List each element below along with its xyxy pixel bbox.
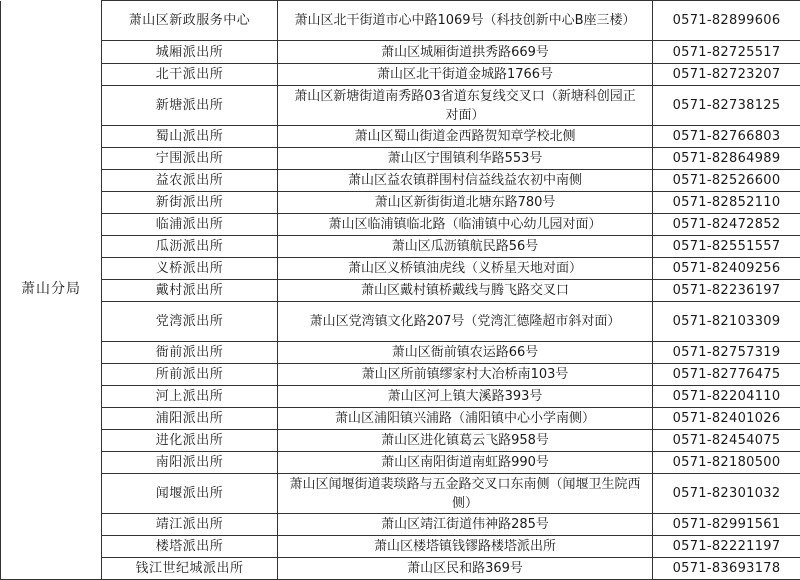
table-row [1,514,800,536]
address-cell: 萧山区新塘街道南秀路03省道东复线交叉口（新塘科创园正对面） [278,86,653,126]
address-cell: 萧山区楼塔镇钱镠路楼塔派出所 [278,536,653,558]
station-name-cell: 临浦派出所 [102,214,278,236]
phone-cell: 0571-82723207 [653,64,800,86]
station-name-cell: 义桥派出所 [102,258,278,280]
phone-cell: 0571-82738125 [653,86,800,126]
table-row [1,126,800,148]
phone-cell: 0571-82204110 [653,386,800,408]
table-row [1,474,800,514]
address-cell: 萧山区河上镇大溪路393号 [278,386,653,408]
phone-cell: 0571-82725517 [653,41,800,64]
address-cell: 萧山区北干街道金城路1766号 [278,64,653,86]
table-row [1,86,800,126]
table-row [1,148,800,170]
phone-cell: 0571-82472852 [653,214,800,236]
address-cell: 萧山区南阳街道南虹路990号 [278,452,653,474]
phone-cell: 0571-82899606 [653,1,800,41]
station-name-cell: 河上派出所 [102,386,278,408]
address-cell: 萧山区益农镇群围村信益线益农初中南侧 [278,170,653,192]
address-cell: 萧山区衙前镇农运路66号 [278,342,653,364]
phone-cell: 0571-82757319 [653,342,800,364]
address-cell: 萧山区宁围镇利华路553号 [278,148,653,170]
phone-cell: 0571-82180500 [653,452,800,474]
phone-cell: 0571-82526600 [653,170,800,192]
phone-cell: 0571-82852110 [653,192,800,214]
station-name-cell: 瓜沥派出所 [102,236,278,258]
phone-cell: 0571-82103309 [653,302,800,342]
phone-cell: 0571-82551557 [653,236,800,258]
address-cell: 萧山区瓜沥镇航民路56号 [278,236,653,258]
phone-cell: 0571-82301032 [653,474,800,514]
table-row [1,192,800,214]
station-name-cell: 进化派出所 [102,430,278,452]
table-body [1,1,800,580]
station-name-cell: 新街派出所 [102,192,278,214]
table-row [1,408,800,430]
station-name-cell: 衙前派出所 [102,342,278,364]
table-row [1,64,800,86]
table-row [1,214,800,236]
station-name-cell: 浦阳派出所 [102,408,278,430]
table-row [1,386,800,408]
address-cell: 萧山区蜀山街道金西路贺知章学校北侧 [278,126,653,148]
phone-cell: 0571-82236197 [653,280,800,302]
station-name-cell: 楼塔派出所 [102,536,278,558]
table-row [1,170,800,192]
station-name-cell: 南阳派出所 [102,452,278,474]
station-name-cell: 新塘派出所 [102,86,278,126]
address-cell: 萧山区民和路369号 [278,558,653,580]
table-row [1,536,800,558]
phone-cell: 0571-82864989 [653,148,800,170]
station-name-cell: 萧山区新政服务中心 [102,1,278,41]
station-name-cell: 益农派出所 [102,170,278,192]
station-name-cell: 宁围派出所 [102,148,278,170]
address-cell: 萧山区所前镇缪家村大冶桥南103号 [278,364,653,386]
address-cell: 萧山区闻堰街道裴琰路与五金路交叉口东南侧（闻堰卫生院西侧） [278,474,653,514]
address-cell: 萧山区临浦镇临北路（临浦镇中心幼儿园对面） [278,214,653,236]
station-name-cell: 蜀山派出所 [102,126,278,148]
phone-cell: 0571-82991561 [653,514,800,536]
table-row [1,452,800,474]
station-name-cell: 所前派出所 [102,364,278,386]
phone-cell: 0571-82766803 [653,126,800,148]
address-cell: 萧山区新街街道北塘东路780号 [278,192,653,214]
station-name-cell: 党湾派出所 [102,302,278,342]
phone-cell: 0571-82409256 [653,258,800,280]
station-name-cell: 钱江世纪城派出所 [102,558,278,580]
address-cell: 萧山区城厢街道拱秀路669号 [278,41,653,64]
station-name-cell: 城厢派出所 [102,41,278,64]
table-row [1,302,800,342]
address-cell: 萧山区进化镇葛云飞路958号 [278,430,653,452]
phone-cell: 0571-82454075 [653,430,800,452]
address-cell: 萧山区靖江街道伟神路285号 [278,514,653,536]
phone-cell: 0571-82401026 [653,408,800,430]
table-row [1,280,800,302]
table-row [1,430,800,452]
table-row [1,558,800,580]
bureau-cell: 萧山分局 [1,1,102,580]
table-row [1,41,800,64]
table-row [1,1,800,41]
table-row [1,236,800,258]
table-row [1,342,800,364]
station-name-cell: 闻堰派出所 [102,474,278,514]
phone-cell: 0571-82776475 [653,364,800,386]
table-row [1,258,800,280]
address-cell: 萧山区北干街道市心中路1069号（科技创新中心B座三楼） [278,1,653,41]
address-cell: 萧山区义桥镇油虎线（义桥星天地对面） [278,258,653,280]
address-cell: 萧山区戴村镇桥戴线与腾飞路交叉口 [278,280,653,302]
table-row [1,364,800,386]
phone-cell: 0571-83693178 [653,558,800,580]
station-name-cell: 北干派出所 [102,64,278,86]
station-name-cell: 戴村派出所 [102,280,278,302]
station-name-cell: 靖江派出所 [102,514,278,536]
address-cell: 萧山区党湾镇文化路207号（党湾汇德隆超市斜对面） [278,302,653,342]
address-cell: 萧山区浦阳镇兴浦路（浦阳镇中心小学南侧） [278,408,653,430]
phone-cell: 0571-82221197 [653,536,800,558]
